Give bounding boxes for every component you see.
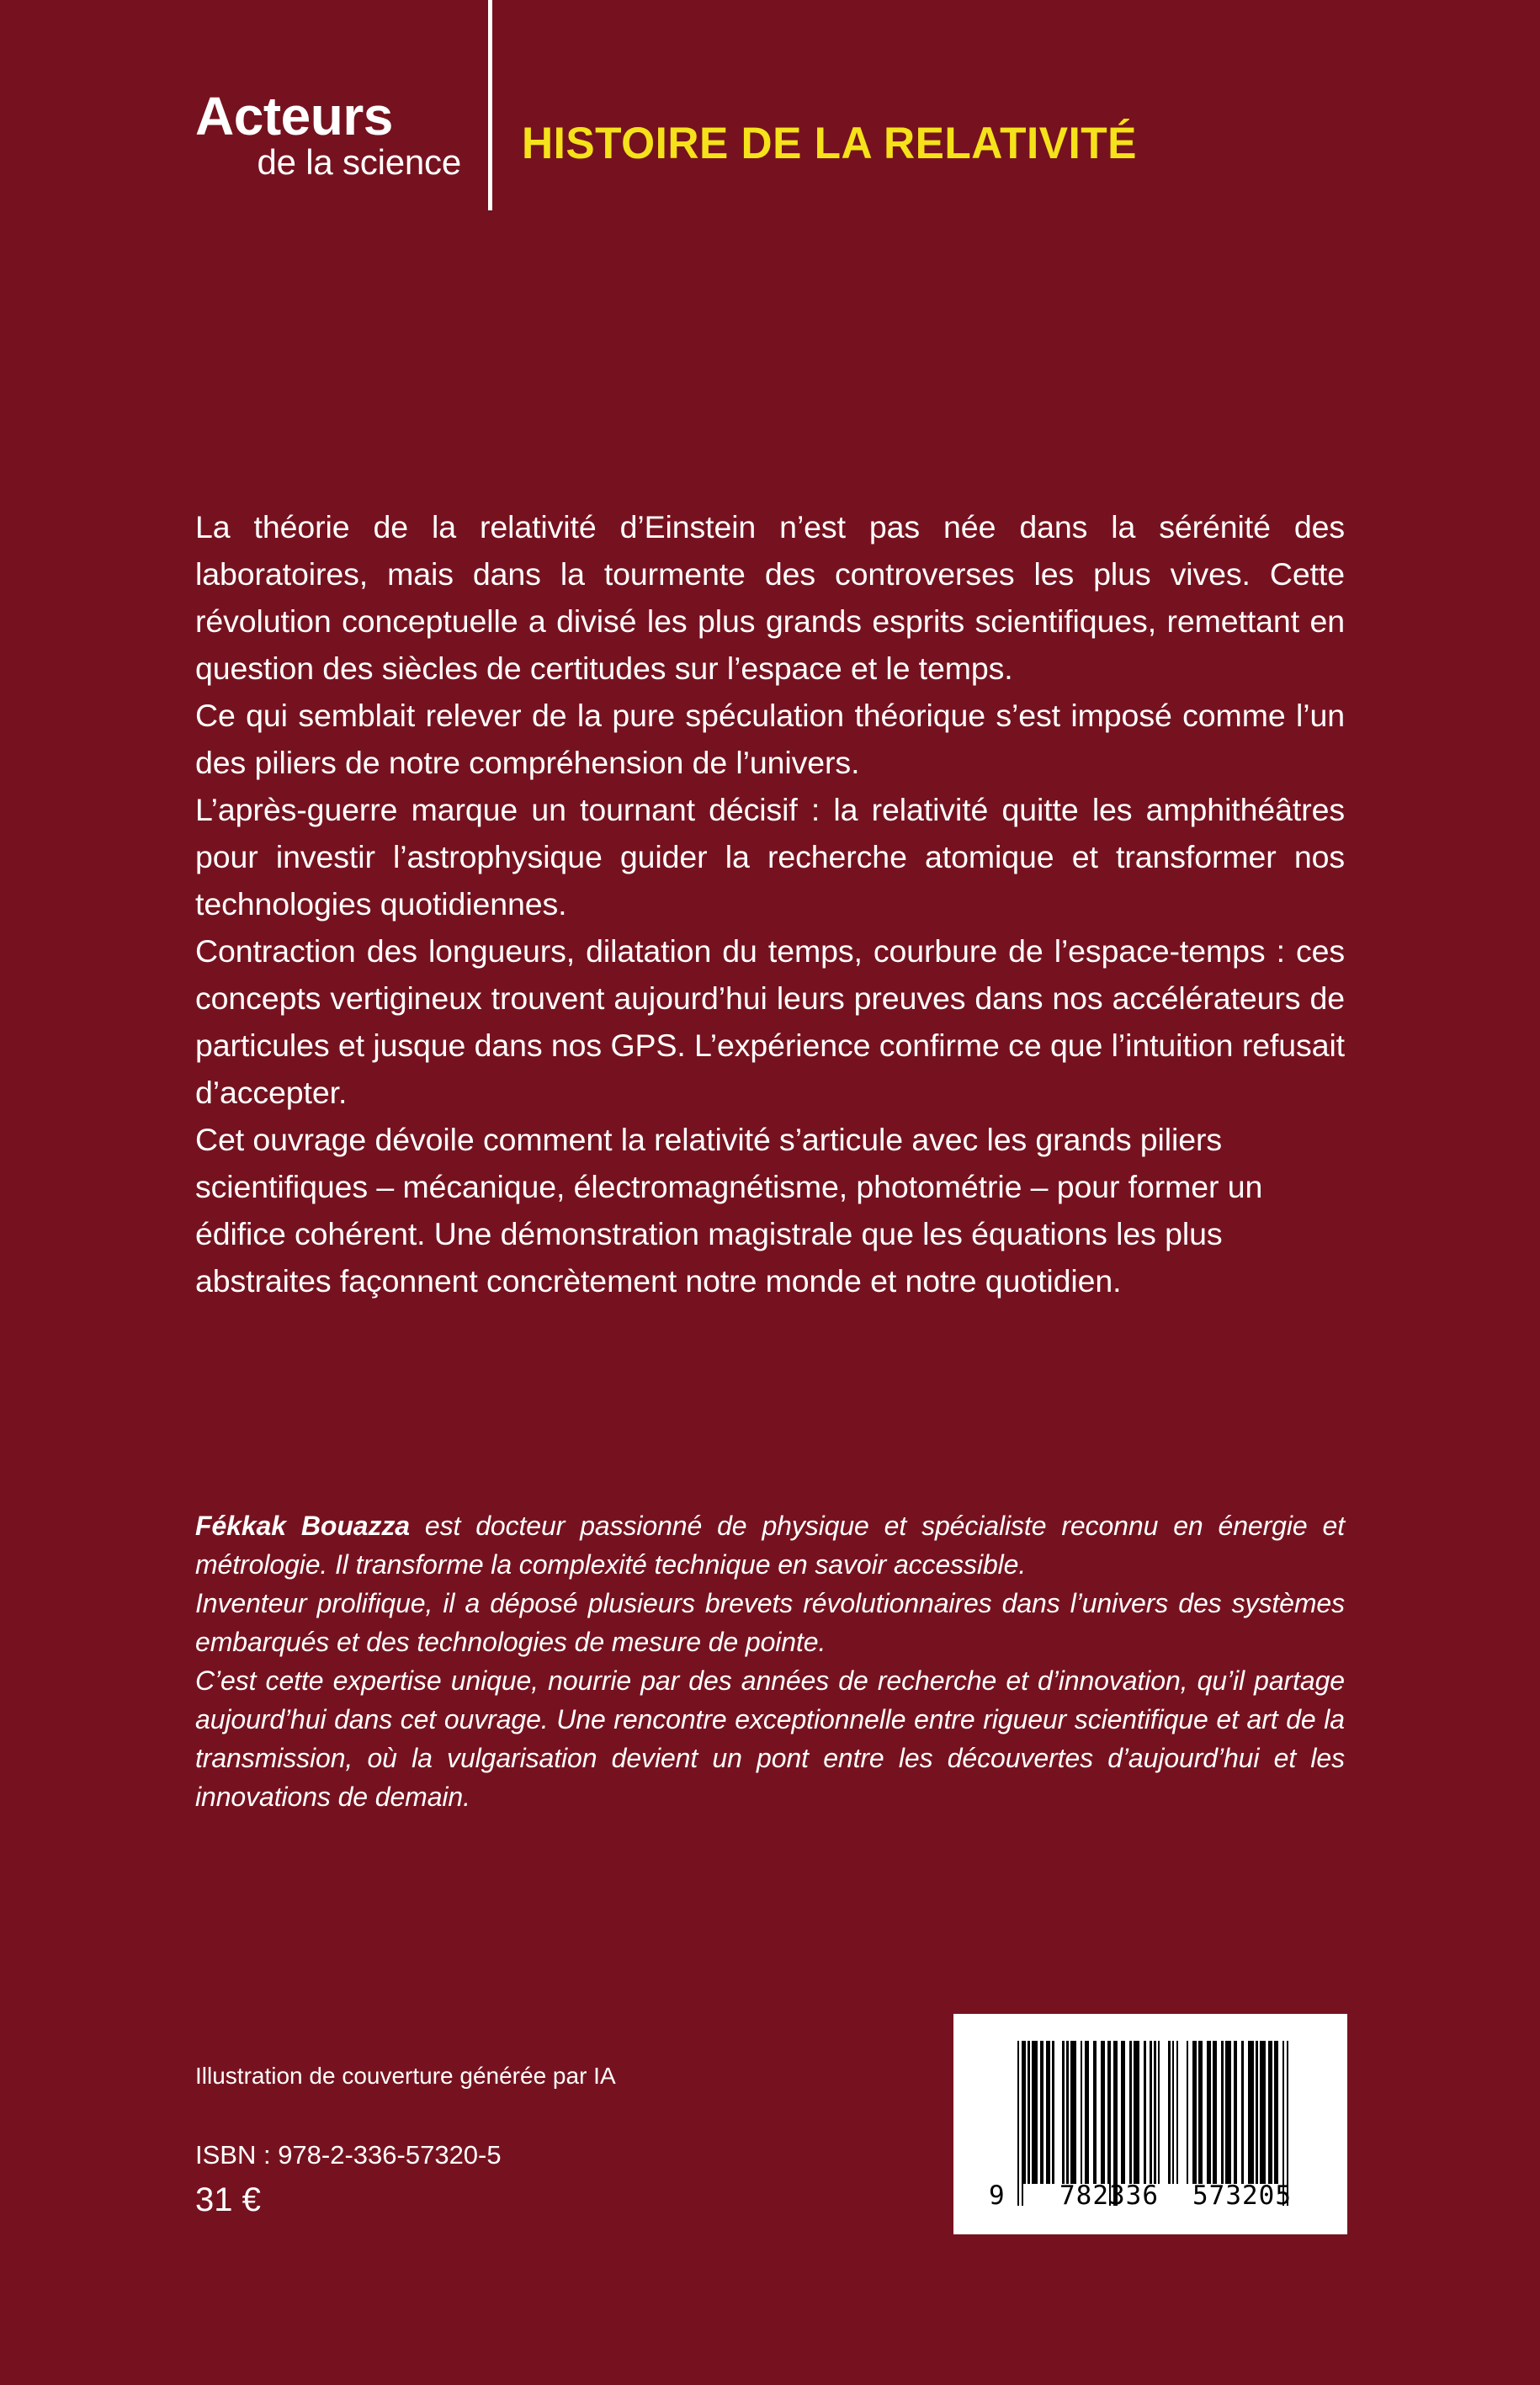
barcode-digit-group-3: 573205 [1192, 2180, 1292, 2211]
collection-name-main: Acteurs [195, 86, 393, 146]
bio-paragraph: C’est cette expertise unique, nourrie par des années de recherche et d’innovation, qu’il partage aujourd’hui dans cet ouvrage. Une rencontre exceptionnelle entre rigueur scientifique et art de la transmission, où la vulgarisation devient un pont entre les découvertes d’aujourd’hui et les innovations de demain. [195, 1665, 1345, 1812]
blurb-paragraph: L’après-guerre marque un tournant décisif : la relativité quitte les amphithéâtres pour investir l’astrophysique guider la recherche atomique et transformer nos technologies quotidiennes. [195, 792, 1345, 922]
blurb-paragraph: La théorie de la relativité d’Einstein n’est pas née dans la sérénité des laboratoires, mais dans la tourmente des controverses les plus vives. Cette révolution conceptuelle a divisé les plus grands esprits scientifiques, remettant en question des siècles de certitudes sur l’espace et le temps. [195, 509, 1345, 686]
isbn-value: ISBN : 978-2-336-57320-5 [195, 2140, 502, 2170]
blurb-paragraph: Ce qui semblait relever de la pure spéculation théorique s’est imposé comme l’un des piliers de notre compréhension de l’univers. [195, 698, 1345, 780]
back-cover-blurb [195, 503, 1345, 1304]
header-divider [488, 0, 492, 210]
price-value: 31 € [195, 2181, 261, 2218]
author-name: Fékkak Bouazza [195, 1511, 410, 1541]
barcode-digit-group-2: 782336 [1059, 2180, 1159, 2211]
blurb-paragraph: Cet ouvrage dévoile comment la relativité s’articule avec les grands piliers scientifiques – mécanique, électromagnétisme, photométrie – pour former un édifice cohérent. Une démonstration magistrale que les équations les plus abstraites façonnent concrètement notre monde et notre quotidien. [195, 1122, 1263, 1299]
page-title: HISTOIRE DE LA RELATIVITÉ [522, 119, 1137, 168]
barcode-digits [953, 2180, 1347, 2216]
author-bio [195, 1506, 1345, 1816]
bio-paragraph-text: est docteur passionné de physique et spécialiste reconnu en énergie et métrologie. Il transforme la complexité technique en savoir accessible. [195, 1511, 1345, 1580]
isbn-barcode [953, 2014, 1347, 2234]
collection-logo [195, 86, 465, 182]
cover-footer [195, 2062, 868, 2220]
cover-header [0, 0, 1540, 215]
collection-name-sub: de la science [257, 141, 461, 182]
barcode-digit-group-1: 9 [989, 2180, 1006, 2211]
blurb-paragraph: Contraction des longueurs, dilatation du temps, courbure de l’espace-temps : ces concepts vertigineux trouvent aujourd’hui leurs preuves dans nos accélérateurs de particules et jusque dans nos GPS. L’expérience confirme ce que l’intuition refusait d’accepter. [195, 933, 1345, 1110]
illustration-credit: Illustration de couverture générée par IA [195, 2063, 616, 2089]
barcode-bars [1017, 2041, 1288, 2184]
bio-paragraph-first [195, 1506, 1345, 1584]
bio-paragraph: Inventeur prolifique, il a déposé plusieurs brevets révolutionnaires dans l’univers des systèmes embarqués et des technologies de mesure de pointe. [195, 1588, 1345, 1657]
